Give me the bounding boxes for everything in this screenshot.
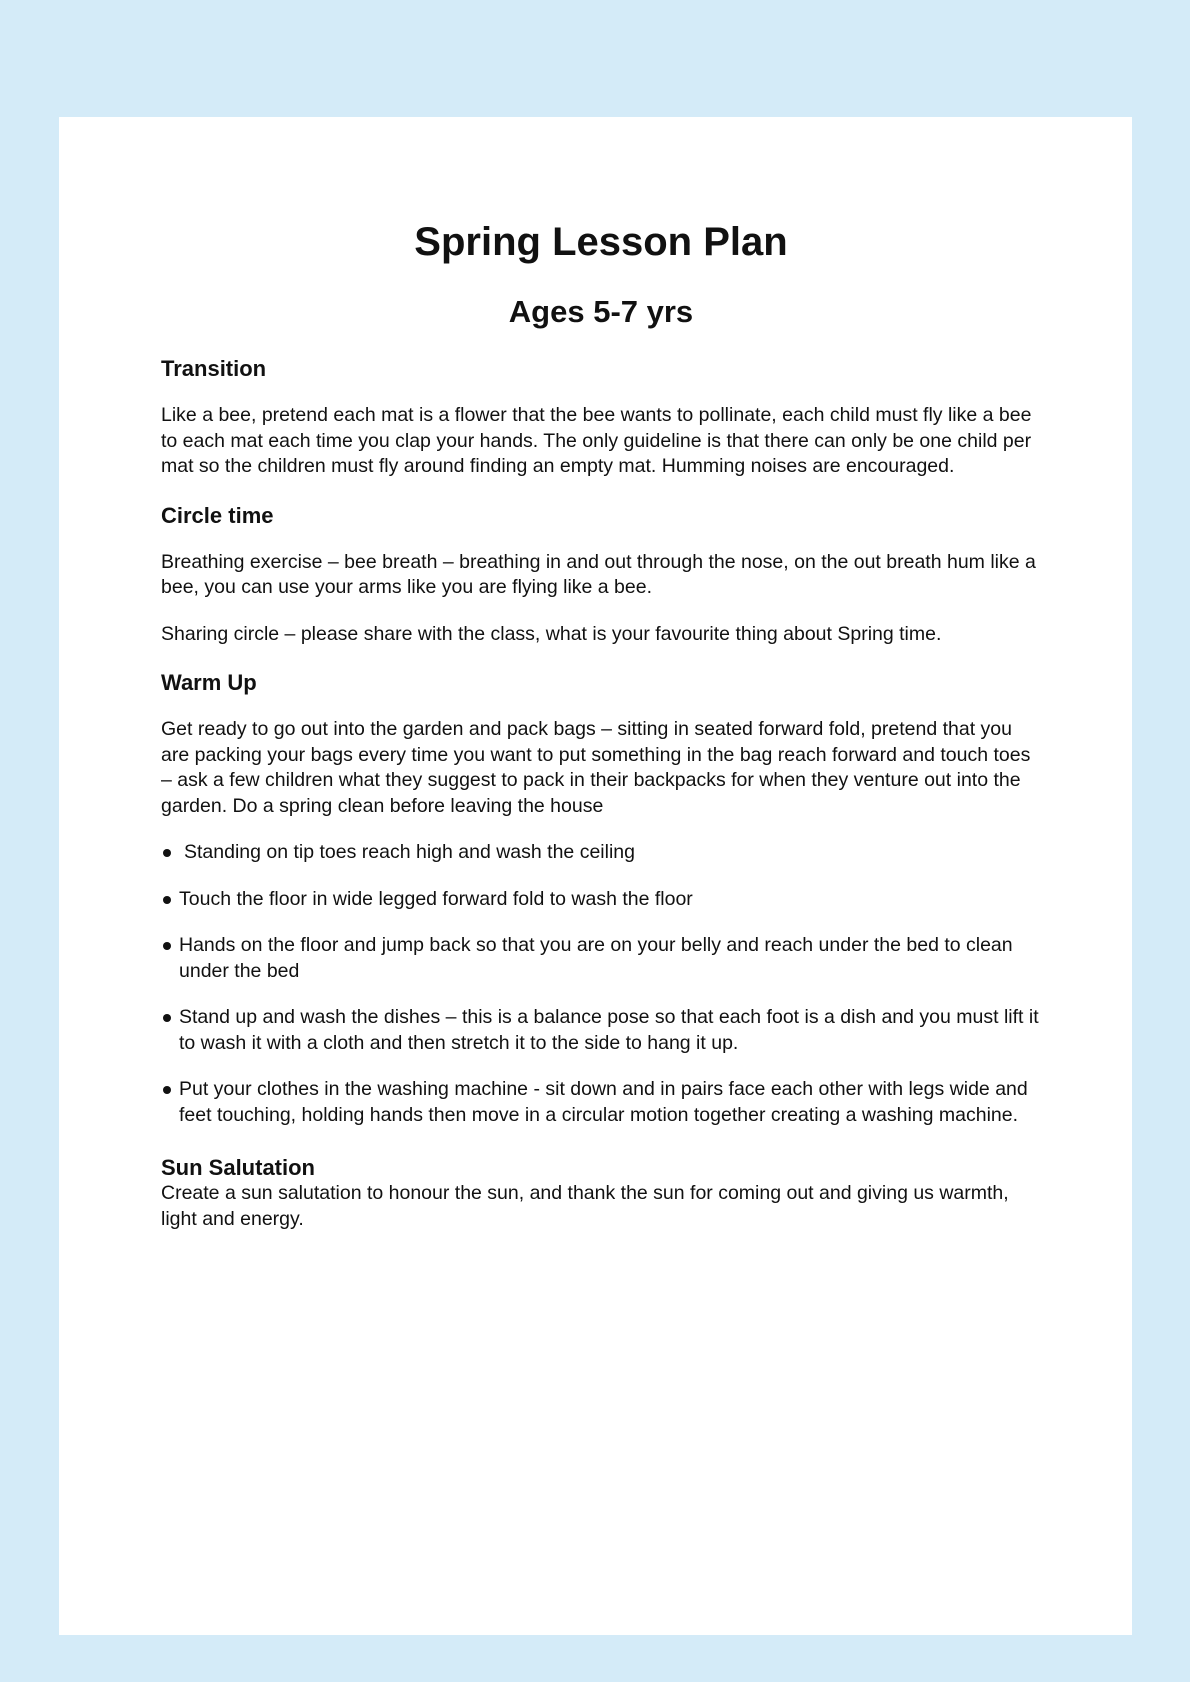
list-item bbox=[161, 840, 1041, 866]
list-item bbox=[161, 1005, 1041, 1056]
list-item bbox=[161, 1077, 1041, 1128]
bullet-icon bbox=[163, 942, 171, 950]
transition-paragraph: Like a bee, pretend each mat is a flower that the bee wants to pollinate, each child must fly like a bee to each mat each time you clap your hands. The only guideline is that there can only be one child per mat so the children must fly around finding an empty mat. Humming noises are encouraged. bbox=[161, 404, 1032, 477]
section-heading-transition: Transition bbox=[161, 356, 267, 381]
document-body bbox=[161, 356, 1041, 1232]
circle-time-paragraph-sharing: Sharing circle – please share with the class, what is your favourite thing about Spring time. bbox=[161, 622, 942, 645]
list-item-text: Touch the floor in wide legged forward fold to wash the floor bbox=[179, 887, 693, 910]
circle-time-paragraph-breathing: Breathing exercise – bee breath – breathing in and out through the nose, on the out breath hum like a bee, you can use your arms like you are flying like a bee. bbox=[161, 550, 1036, 598]
bullet-icon bbox=[163, 896, 171, 904]
page-title: Spring Lesson Plan bbox=[414, 220, 788, 264]
list-item-text: Standing on tip toes reach high and wash the ceiling bbox=[184, 841, 635, 863]
sun-salutation-paragraph: Create a sun salutation to honour the sun, and thank the sun for coming out and giving us warmth, light and energy. bbox=[161, 1182, 1009, 1230]
document-page bbox=[59, 117, 1132, 1635]
list-item-text: Stand up and wash the dishes – this is a balance pose so that each foot is a dish and you must lift it to wash it with a cloth and then stretch it to the side to hang it up. bbox=[179, 1006, 1039, 1054]
warm-up-paragraph: Get ready to go out into the garden and pack bags – sitting in seated forward fold, pretend that you are packing your bags every time you want to put something in the bag reach forward and touch toes – ask a few children what they suggest to pack in their backpacks for when they venture out into the garden. Do a spring clean before leaving the house bbox=[161, 718, 1031, 817]
bullet-icon bbox=[163, 1086, 171, 1094]
section-heading-circle-time: Circle time bbox=[161, 502, 274, 528]
bullet-icon bbox=[163, 849, 171, 857]
list-item bbox=[161, 887, 1041, 913]
page-subtitle: Ages 5-7 yrs bbox=[508, 294, 694, 329]
list-item-text: Hands on the floor and jump back so that you are on your belly and reach under the bed to clean under the bed bbox=[179, 934, 1013, 982]
section-heading-warm-up: Warm Up bbox=[161, 670, 257, 695]
section-heading-sun-salutation: Sun Salutation bbox=[161, 1155, 315, 1180]
warm-up-bullet-list bbox=[161, 840, 1041, 1128]
bullet-icon bbox=[163, 1014, 171, 1022]
list-item-text: Put your clothes in the washing machine - sit down and in pairs face each other with legs wide and feet touching, holding hands then move in a circular motion together creating a washing machine. bbox=[179, 1078, 1028, 1126]
list-item bbox=[161, 933, 1041, 984]
